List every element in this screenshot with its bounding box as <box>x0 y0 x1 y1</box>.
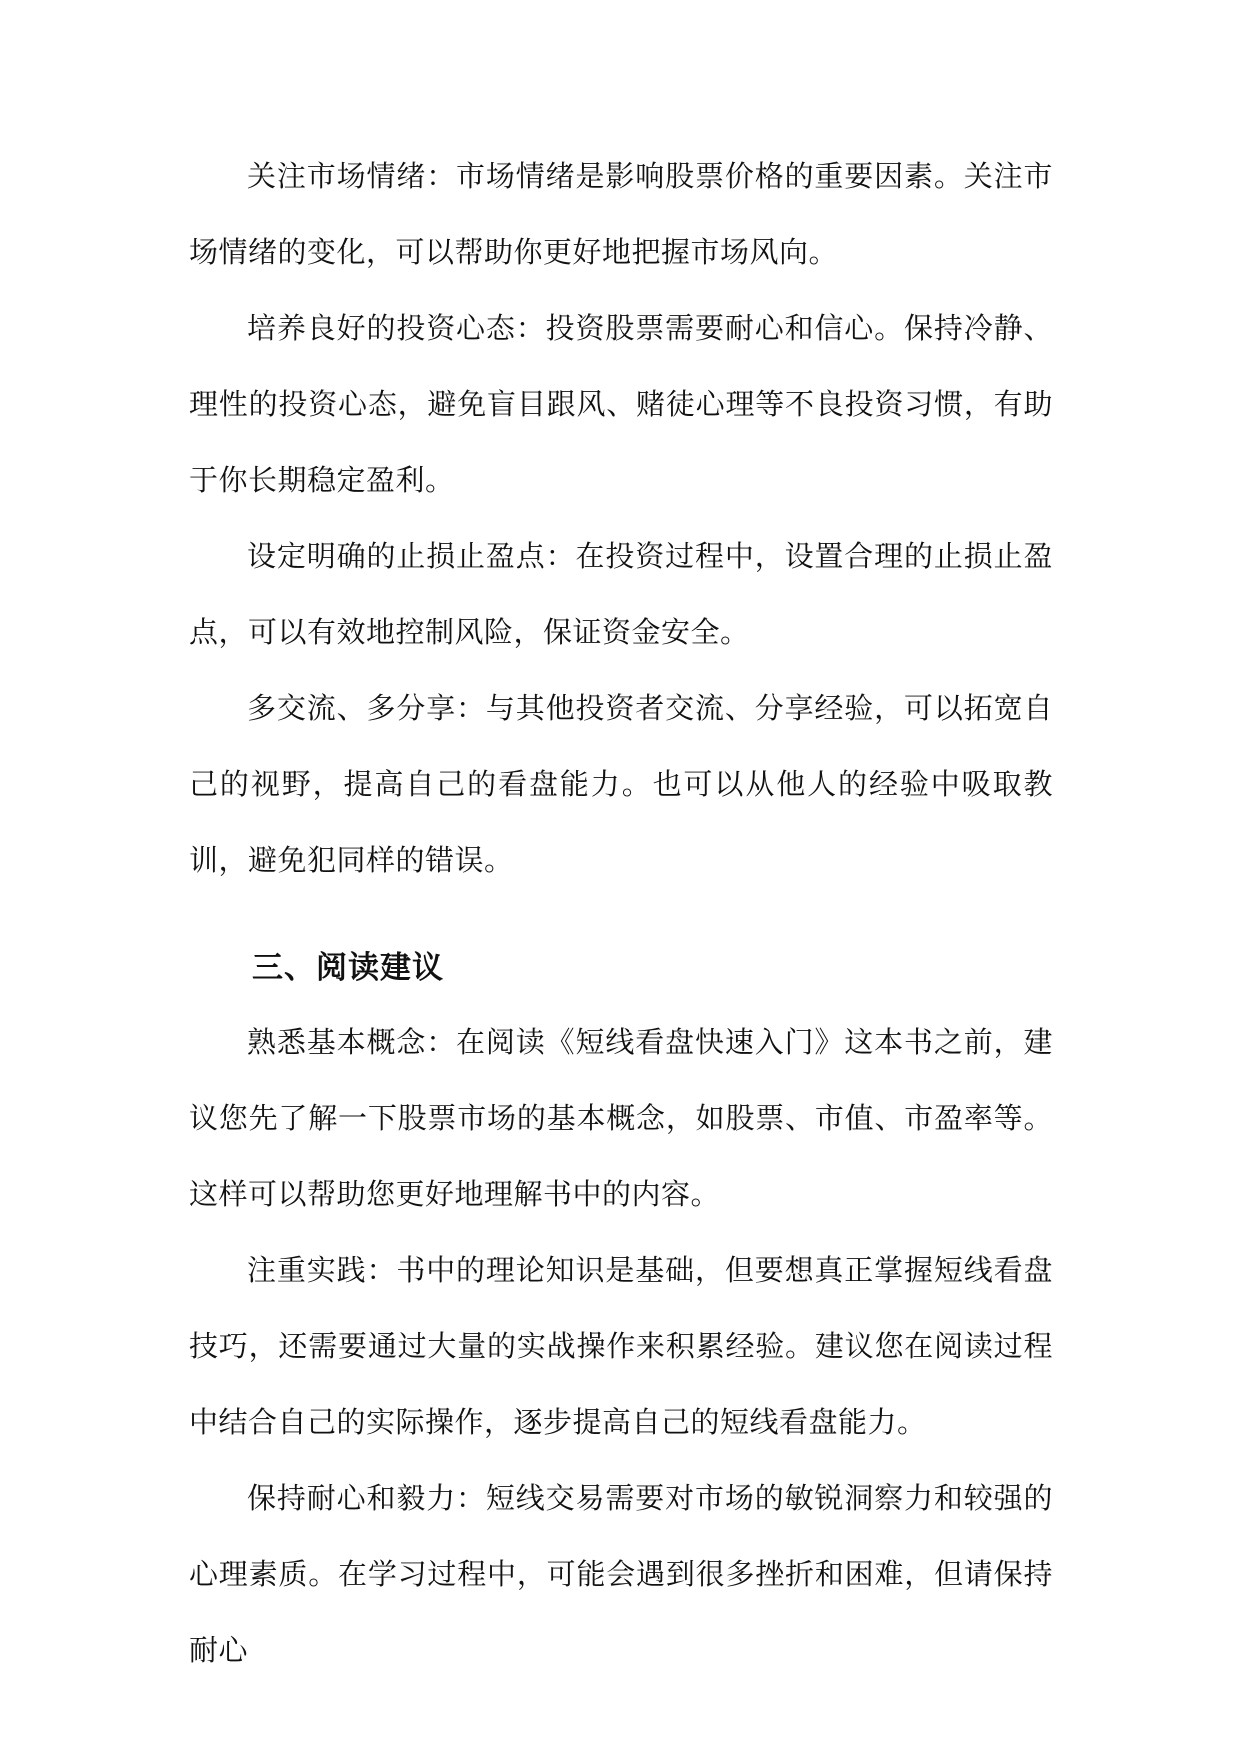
section-heading: 三、阅读建议 <box>252 950 444 986</box>
paragraph-market-sentiment: 关注市场情绪：市场情绪是影响股票价格的重要因素。关注市场情绪的变化，可以帮助你更好地把握市场风向。 <box>189 159 1053 269</box>
paragraph-basic-concepts: 熟悉基本概念：在阅读《短线看盘快速入门》这本书之前，建议您先了解一下股票市场的基本概念，如股票、市值、市盈率等。这样可以帮助您更好地理解书中的内容。 <box>189 1025 1053 1211</box>
paragraph-practice: 注重实践：书中的理论知识是基础，但要想真正掌握短线看盘技巧，还需要通过大量的实战操作来积累经验。建议您在阅读过程中结合自己的实际操作，逐步提高自己的短线看盘能力。 <box>189 1253 1053 1439</box>
document-body <box>189 138 1053 1688</box>
paragraph-stop-loss: 设定明确的止损止盈点：在投资过程中，设置合理的止损止盈点，可以有效地控制风险，保证资金安全。 <box>189 539 1053 649</box>
paragraph-patience: 保持耐心和毅力：短线交易需要对市场的敏锐洞察力和较强的心理素质。在学习过程中，可能会遇到很多挫折和困难，但请保持耐心 <box>189 1481 1053 1667</box>
paragraph-investment-mindset: 培养良好的投资心态：投资股票需要耐心和信心。保持冷静、理性的投资心态，避免盲目跟风、赌徒心理等不良投资习惯，有助于你长期稳定盈利。 <box>189 311 1053 497</box>
paragraph-communication: 多交流、多分享：与其他投资者交流、分享经验，可以拓宽自己的视野，提高自己的看盘能力。也可以从他人的经验中吸取教训，避免犯同样的错误。 <box>189 691 1053 877</box>
